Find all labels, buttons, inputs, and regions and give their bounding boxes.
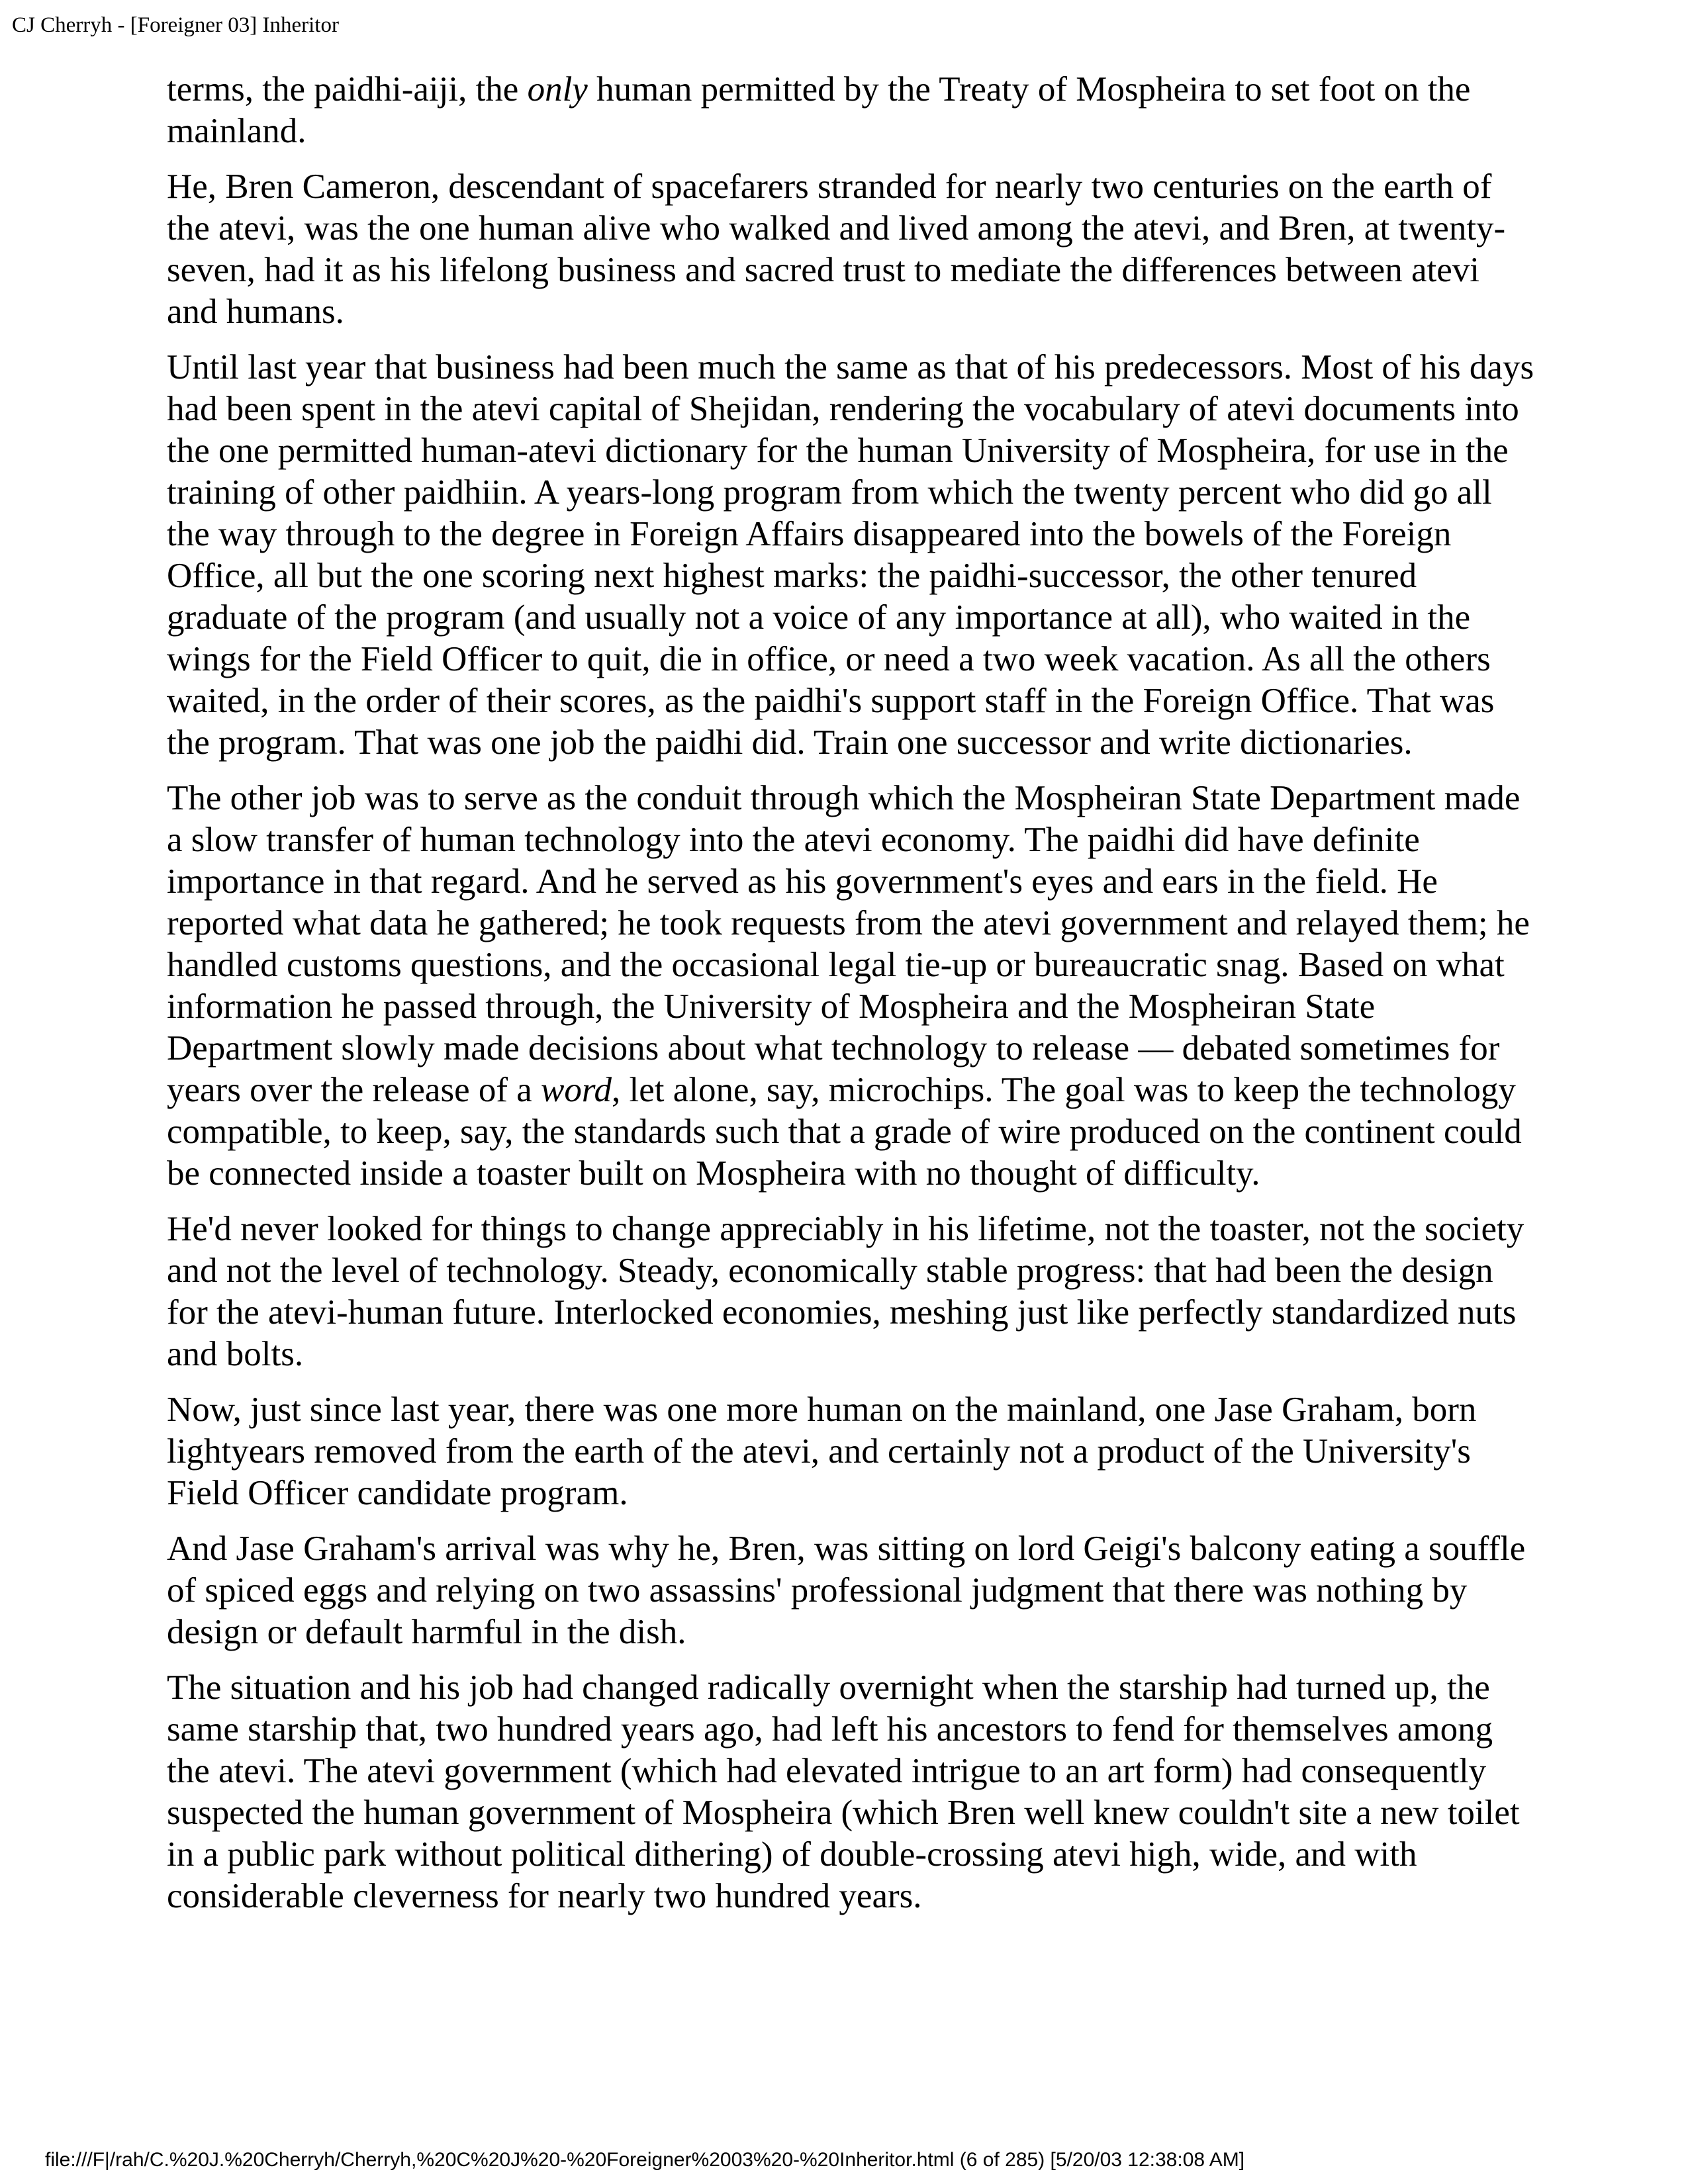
- paragraph-1-text-start: terms, the paidhi-aiji, the: [167, 70, 528, 109]
- paragraph-4-emphasis: word: [541, 1071, 612, 1109]
- paragraph-3: Until last year that business had been much the same as that of his predecessors. Most of his days had been spent in the atevi capital of Shejidan, rendering the vocabulary of atevi documents into the one permitted human-atevi dictionary for the human University of Mospheira, for use in the training of other paidhiin. A years-long program from which the twenty percent who did go all the way through to the degree in Foreign Affairs disappeared into the bowels of the Foreign Office, all but the one scoring next highest marks: the paidhi-successor, the other tenured graduate of the program (and usually not a voice of any importance at all), who waited in the wings for the Field Officer to quit, die in office, or need a two week vacation. As all the others waited, in the order of their scores, as the paidhi's support staff in the Foreign Office. That was the program. That was one job the paidhi did. Train one successor and write dictionaries.: [167, 348, 1534, 762]
- paragraph-1-text-end: human permitted by the Treaty of Mospheira to set foot on the mainland.: [167, 70, 1471, 150]
- paragraph-4: [167, 778, 1537, 1195]
- paragraph-1-emphasis: only: [527, 70, 588, 109]
- page-footer-url: file:///F|/rah/C.%20J.%20Cherryh/Cherryh,%20C%20J%20-%20Foreigner%2003%20-%20Inheritor.html (6 of 285) [5/20/03 12:38:08 AM]: [45, 2149, 1245, 2171]
- paragraph-2: He, Bren Cameron, descendant of spacefarers stranded for nearly two centuries on the earth of the atevi, was the one human alive who walked and lived among the atevi, and Bren, at twenty-seven, had it as his lifelong business and sacred trust to mediate the differences between atevi and humans.: [167, 167, 1506, 331]
- paragraph-8: The situation and his job had changed radically overnight when the starship had turned up, the same starship that, two hundred years ago, had left his ancestors to fend for themselves among the atevi. The atevi government (which had elevated intrigue to an art form) had consequently suspected the human government of Mospheira (which Bren well knew couldn't site a new toilet in a public park without political dithering) of double-crossing atevi high, wide, and with considerable cleverness for nearly two hundred years.: [167, 1668, 1520, 1915]
- paragraph-7: And Jase Graham's arrival was why he, Bren, was sitting on lord Geigi's balcony eating a souffle of spiced eggs and relying on two assassins' professional judgment that there was nothing by design or default harmful in the dish.: [167, 1529, 1526, 1651]
- paragraph-4-text-start: The other job was to serve as the conduit through which the Mospheiran State Department made a slow transfer of human technology into the atevi economy. The paidhi did have definite importance in that regard. And he served as his government's eyes and ears in the field. He reported what data he gathered; he took requests from the atevi government and relayed them; he handled customs questions, and the occasional legal tie-up or bureaucratic snag. Based on what information he passed through, the University of Mospheira and the Mospheiran State Department slowly made decisions about what technology to release — debated sometimes for years over the release of a: [167, 779, 1530, 1109]
- document-body: [167, 69, 1537, 1931]
- page-header: CJ Cherryh - [Foreigner 03] Inheritor: [12, 13, 339, 37]
- paragraph-1: [167, 69, 1537, 152]
- paragraph-4-text-end: , let alone, say, microchips. The goal was to keep the technology compatible, to keep, say, the standards such that a grade of wire produced on the continent could be connected inside a toaster built on Mospheira with no thought of difficulty.: [167, 1071, 1522, 1193]
- paragraph-5: He'd never looked for things to change appreciably in his lifetime, not the toaster, not the society and not the level of technology. Steady, economically stable progress: that had been the design for the atevi-human future. Interlocked economies, meshing just like perfectly standardized nuts and bolts.: [167, 1210, 1524, 1373]
- paragraph-6: Now, just since last year, there was one more human on the mainland, one Jase Graham, born lightyears removed from the earth of the atevi, and certainly not a product of the University's Field Officer candidate program.: [167, 1390, 1477, 1512]
